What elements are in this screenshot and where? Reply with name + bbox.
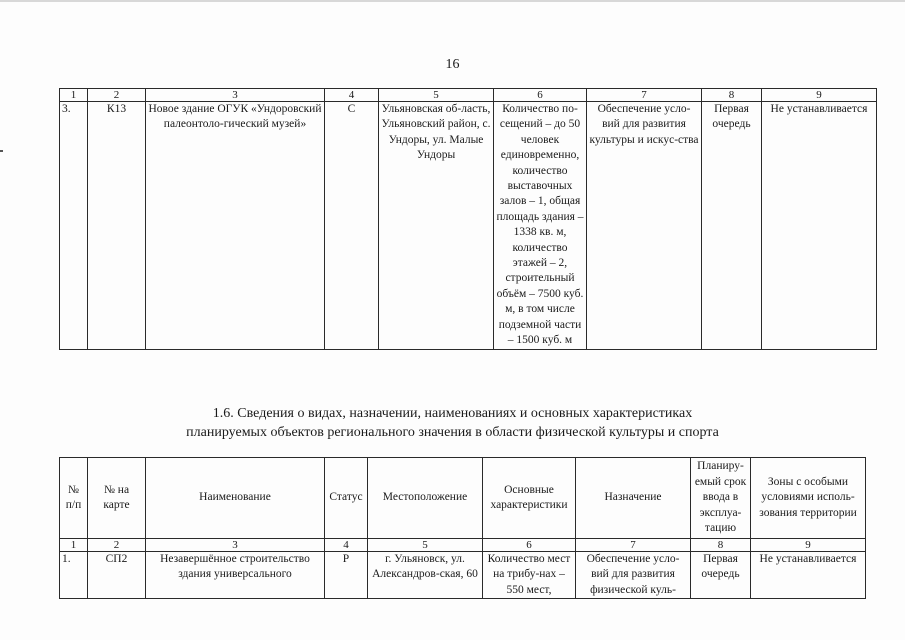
column-number: 2 — [88, 539, 146, 552]
column-number: 1 — [60, 539, 88, 552]
column-number: 8 — [691, 539, 751, 552]
zones-cell: Не устанавливается — [762, 102, 877, 350]
column-number: 9 — [762, 89, 877, 102]
column-number: 2 — [88, 89, 146, 102]
objects-table-sport — [59, 457, 866, 599]
page-number: 16 — [445, 57, 460, 72]
column-number: 3 — [146, 89, 325, 102]
column-number: 7 — [576, 539, 691, 552]
column-number: 1 — [60, 89, 88, 102]
characteristics-cell: Количество по-сещений – до 50 человек единовременно, количество выставочных залов – 1, общая площадь здания – 1338 кв. м, количество этажей – 2, строительный объём – 7500 куб. м, в том числе подземной части – 1500 куб. м — [494, 102, 587, 350]
column-numbers-row — [60, 539, 866, 552]
header-status: Статус — [325, 458, 368, 539]
status-cell: С — [325, 102, 379, 350]
column-number: 8 — [702, 89, 762, 102]
table-row — [60, 552, 866, 599]
section-title — [0, 404, 905, 442]
header-zones: Зоны с особыми условиями исполь-зования территории — [751, 458, 866, 539]
map-number-cell: СП2 — [88, 552, 146, 599]
column-numbers-row — [60, 89, 877, 102]
header-purpose: Назначение — [576, 458, 691, 539]
section-title-line: планируемых объектов регионального значения в области физической культуры и спорта — [186, 425, 719, 440]
header-term: Планиру-емый срок ввода в эксплуа-тацию — [691, 458, 751, 539]
column-number: 4 — [325, 89, 379, 102]
section-title-line: 1.6. Сведения о видах, назначении, наименованиях и основных характеристиках — [212, 406, 693, 421]
header-row — [60, 458, 866, 539]
objects-table-culture — [59, 88, 877, 350]
location-cell: Ульяновская об-ласть, Ульяновский район, с. Ундоры, ул. Малые Ундоры — [379, 102, 494, 350]
header-num: № п/п — [60, 458, 88, 539]
purpose-cell: Обеспечение усло-вий для развития физической куль- — [576, 552, 691, 599]
column-number: 6 — [494, 89, 587, 102]
column-number: 4 — [325, 539, 368, 552]
scan-top-edge — [0, 0, 905, 2]
term-cell: Первая очередь — [702, 102, 762, 350]
table-row — [60, 102, 877, 350]
location-cell: г. Ульяновск, ул. Александров-ская, 60 — [368, 552, 483, 599]
column-number: 7 — [587, 89, 702, 102]
row-number-cell: 3. — [60, 102, 88, 350]
header-map-number: № на карте — [88, 458, 146, 539]
column-number: 5 — [379, 89, 494, 102]
header-name: Наименование — [146, 458, 325, 539]
characteristics-cell: Количество мест на трибу-нах – 550 мест, — [483, 552, 576, 599]
purpose-cell: Обеспечение усло-вий для развития культуры и искус-ства — [587, 102, 702, 350]
row-number-cell: 1. — [60, 552, 88, 599]
term-cell: Первая очередь — [691, 552, 751, 599]
column-number: 6 — [483, 539, 576, 552]
header-characteristics: Основные характеристики — [483, 458, 576, 539]
map-number-cell: К13 — [88, 102, 146, 350]
status-cell: Р — [325, 552, 368, 599]
zones-cell: Не устанавливается — [751, 552, 866, 599]
scan-edge-mark — [0, 150, 3, 152]
column-number: 9 — [751, 539, 866, 552]
object-name-cell: Незавершённое строительство здания универсального — [146, 552, 325, 599]
column-number: 3 — [146, 539, 325, 552]
column-number: 5 — [368, 539, 483, 552]
object-name-cell: Новое здание ОГУК «Ундоровский палеонтоло-гический музей» — [146, 102, 325, 350]
header-location: Местоположение — [368, 458, 483, 539]
